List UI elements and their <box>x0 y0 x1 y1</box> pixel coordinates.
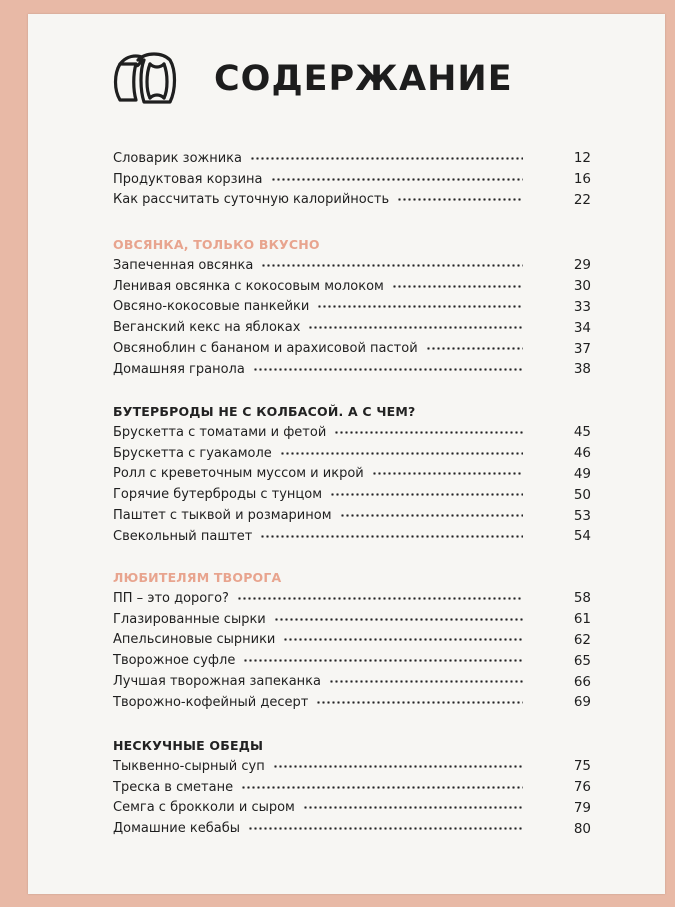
toc-entry[interactable] <box>113 484 591 505</box>
toc-entry-name: Семга с брокколи и сыром <box>113 800 295 816</box>
toc-section-cottage-cheese <box>113 568 591 713</box>
toc-entry-name: Продуктовая корзина <box>113 171 263 187</box>
toc-entry-page: 69 <box>573 694 591 711</box>
toc-section-sandwiches <box>113 402 591 547</box>
section-title: НЕСКУЧНЫЕ ОБЕДЫ <box>113 738 264 753</box>
toc-entry-name: Тыквенно-сырный суп <box>113 758 265 774</box>
toc-entry[interactable] <box>113 276 591 297</box>
toc-entry-name: Домашняя гранола <box>113 361 245 377</box>
dot-leader <box>273 765 523 768</box>
toc-entry-page: 49 <box>573 465 591 482</box>
dot-leader <box>237 597 523 600</box>
toc-entry[interactable] <box>113 798 591 819</box>
dot-leader <box>372 472 523 475</box>
dot-leader <box>392 285 523 288</box>
toc-entry-page: 66 <box>573 673 591 690</box>
toc-entry-page: 76 <box>573 779 591 796</box>
toc-entry-page: 46 <box>573 445 591 462</box>
toc-entry-name: ПП – это дорого? <box>113 590 229 606</box>
toc-entry[interactable] <box>113 671 591 692</box>
toc-entry-name: Ленивая овсянка с кокосовым молоком <box>113 278 384 294</box>
page-header <box>106 46 513 112</box>
toc-entry[interactable] <box>113 692 591 713</box>
toc-entry-name: Брускетта с гуакамоле <box>113 445 272 461</box>
toc-entry-name: Словарик зожника <box>113 150 242 166</box>
toc-entry-page: 37 <box>573 340 591 357</box>
toc-entry-page: 80 <box>573 820 591 837</box>
dot-leader <box>397 198 523 201</box>
section-title: ОВСЯНКА, ТОЛЬКО ВКУСНО <box>113 237 320 252</box>
toc-entry[interactable] <box>113 317 591 338</box>
dot-leader <box>271 178 523 181</box>
toc-entry-page: 33 <box>573 298 591 315</box>
toc-entry[interactable] <box>113 464 591 485</box>
toc-entry[interactable] <box>113 190 591 211</box>
toc-entry[interactable] <box>113 777 591 798</box>
toc-entry-name: Овсяноблин с бананом и арахисовой пастой <box>113 341 418 357</box>
toc-entry-name: Треска в сметане <box>113 779 234 795</box>
toc-entry-name: Веганский кекс на яблоках <box>113 320 301 336</box>
sandwich-slices-icon <box>106 46 190 112</box>
dot-leader <box>260 535 523 538</box>
toc-entry[interactable] <box>113 443 591 464</box>
dot-leader <box>316 701 523 704</box>
dot-leader <box>334 431 523 434</box>
toc-entry-page: 34 <box>573 319 591 336</box>
toc-entry-page: 16 <box>573 171 591 188</box>
toc-entry-name: Свекольный паштет <box>113 528 253 544</box>
dot-leader <box>243 659 523 662</box>
section-title: БУТЕРБРОДЫ НЕ С КОЛБАСОЙ. А С ЧЕМ? <box>113 404 416 419</box>
toc-entry[interactable] <box>113 505 591 526</box>
toc-entry[interactable] <box>113 609 591 630</box>
toc-entry-page: 53 <box>573 507 591 524</box>
toc-entry-page: 30 <box>573 278 591 295</box>
toc-entry[interactable] <box>113 338 591 359</box>
dot-leader <box>250 157 523 160</box>
toc-entry[interactable] <box>113 297 591 318</box>
toc-entry[interactable] <box>113 818 591 839</box>
toc-entry[interactable] <box>113 255 591 276</box>
toc-entry-page: 79 <box>573 799 591 816</box>
toc-entry[interactable] <box>113 588 591 609</box>
toc-entry-page: 45 <box>573 424 591 441</box>
toc-intro <box>113 148 591 210</box>
toc-entry-page: 38 <box>573 361 591 378</box>
toc-entry[interactable] <box>113 756 591 777</box>
toc-entry-page: 61 <box>573 611 591 628</box>
toc-entry[interactable] <box>113 650 591 671</box>
dot-leader <box>248 827 523 830</box>
dot-leader <box>261 264 523 267</box>
toc-entry[interactable] <box>113 148 591 169</box>
toc-entry-page: 75 <box>573 758 591 775</box>
toc-entry-page: 62 <box>573 631 591 648</box>
toc-entry-name: Домашние кебабы <box>113 821 240 837</box>
dot-leader <box>274 618 523 621</box>
toc-entry-page: 22 <box>573 191 591 208</box>
toc-entry-name: Лучшая творожная запеканка <box>113 674 321 690</box>
section-title: ЛЮБИТЕЛЯМ ТВОРОГА <box>113 570 282 585</box>
toc-entry-name: Творожно-кофейный десерт <box>113 694 309 710</box>
dot-leader <box>330 493 523 496</box>
toc-entry-page: 50 <box>573 486 591 503</box>
dot-leader <box>253 368 523 371</box>
dot-leader <box>303 806 523 809</box>
dot-leader <box>340 514 523 517</box>
toc-entry-name: Горячие бутерброды с тунцом <box>113 487 323 503</box>
dot-leader <box>241 786 523 789</box>
toc-entry[interactable] <box>113 526 591 547</box>
toc-entry-page: 65 <box>573 652 591 669</box>
toc-entry[interactable] <box>113 630 591 651</box>
toc-entry-name: Глазированные сырки <box>113 611 266 627</box>
toc-entry-page: 29 <box>573 257 591 274</box>
toc-entry-name: Как рассчитать суточную калорийность <box>113 192 390 208</box>
toc-entry-page: 12 <box>573 150 591 167</box>
toc-entry[interactable] <box>113 359 591 380</box>
toc-entry-name: Овсяно-кокосовые панкейки <box>113 299 310 315</box>
dot-leader <box>308 326 523 329</box>
dot-leader <box>317 305 523 308</box>
toc-entry-name: Паштет с тыквой и розмарином <box>113 508 332 524</box>
dot-leader <box>280 452 523 455</box>
dot-leader <box>426 347 523 350</box>
toc-section-lunches <box>113 736 591 839</box>
toc-entry-name: Апельсиновые сырники <box>113 632 276 648</box>
toc-entry-name: Ролл с креветочным муссом и икрой <box>113 466 364 482</box>
toc-entry[interactable] <box>113 422 591 443</box>
dot-leader <box>329 680 523 683</box>
toc-entry-page: 54 <box>573 528 591 545</box>
toc-entry-name: Брускетта с томатами и фетой <box>113 424 327 440</box>
toc-entry[interactable] <box>113 169 591 190</box>
toc-entry-name: Творожное суфле <box>113 653 236 669</box>
dot-leader <box>283 638 523 641</box>
page-title: СОДЕРЖАНИЕ <box>214 59 513 99</box>
toc-entry-page: 58 <box>573 590 591 607</box>
toc-section-oatmeal <box>113 235 591 380</box>
toc-entry-name: Запеченная овсянка <box>113 257 254 273</box>
